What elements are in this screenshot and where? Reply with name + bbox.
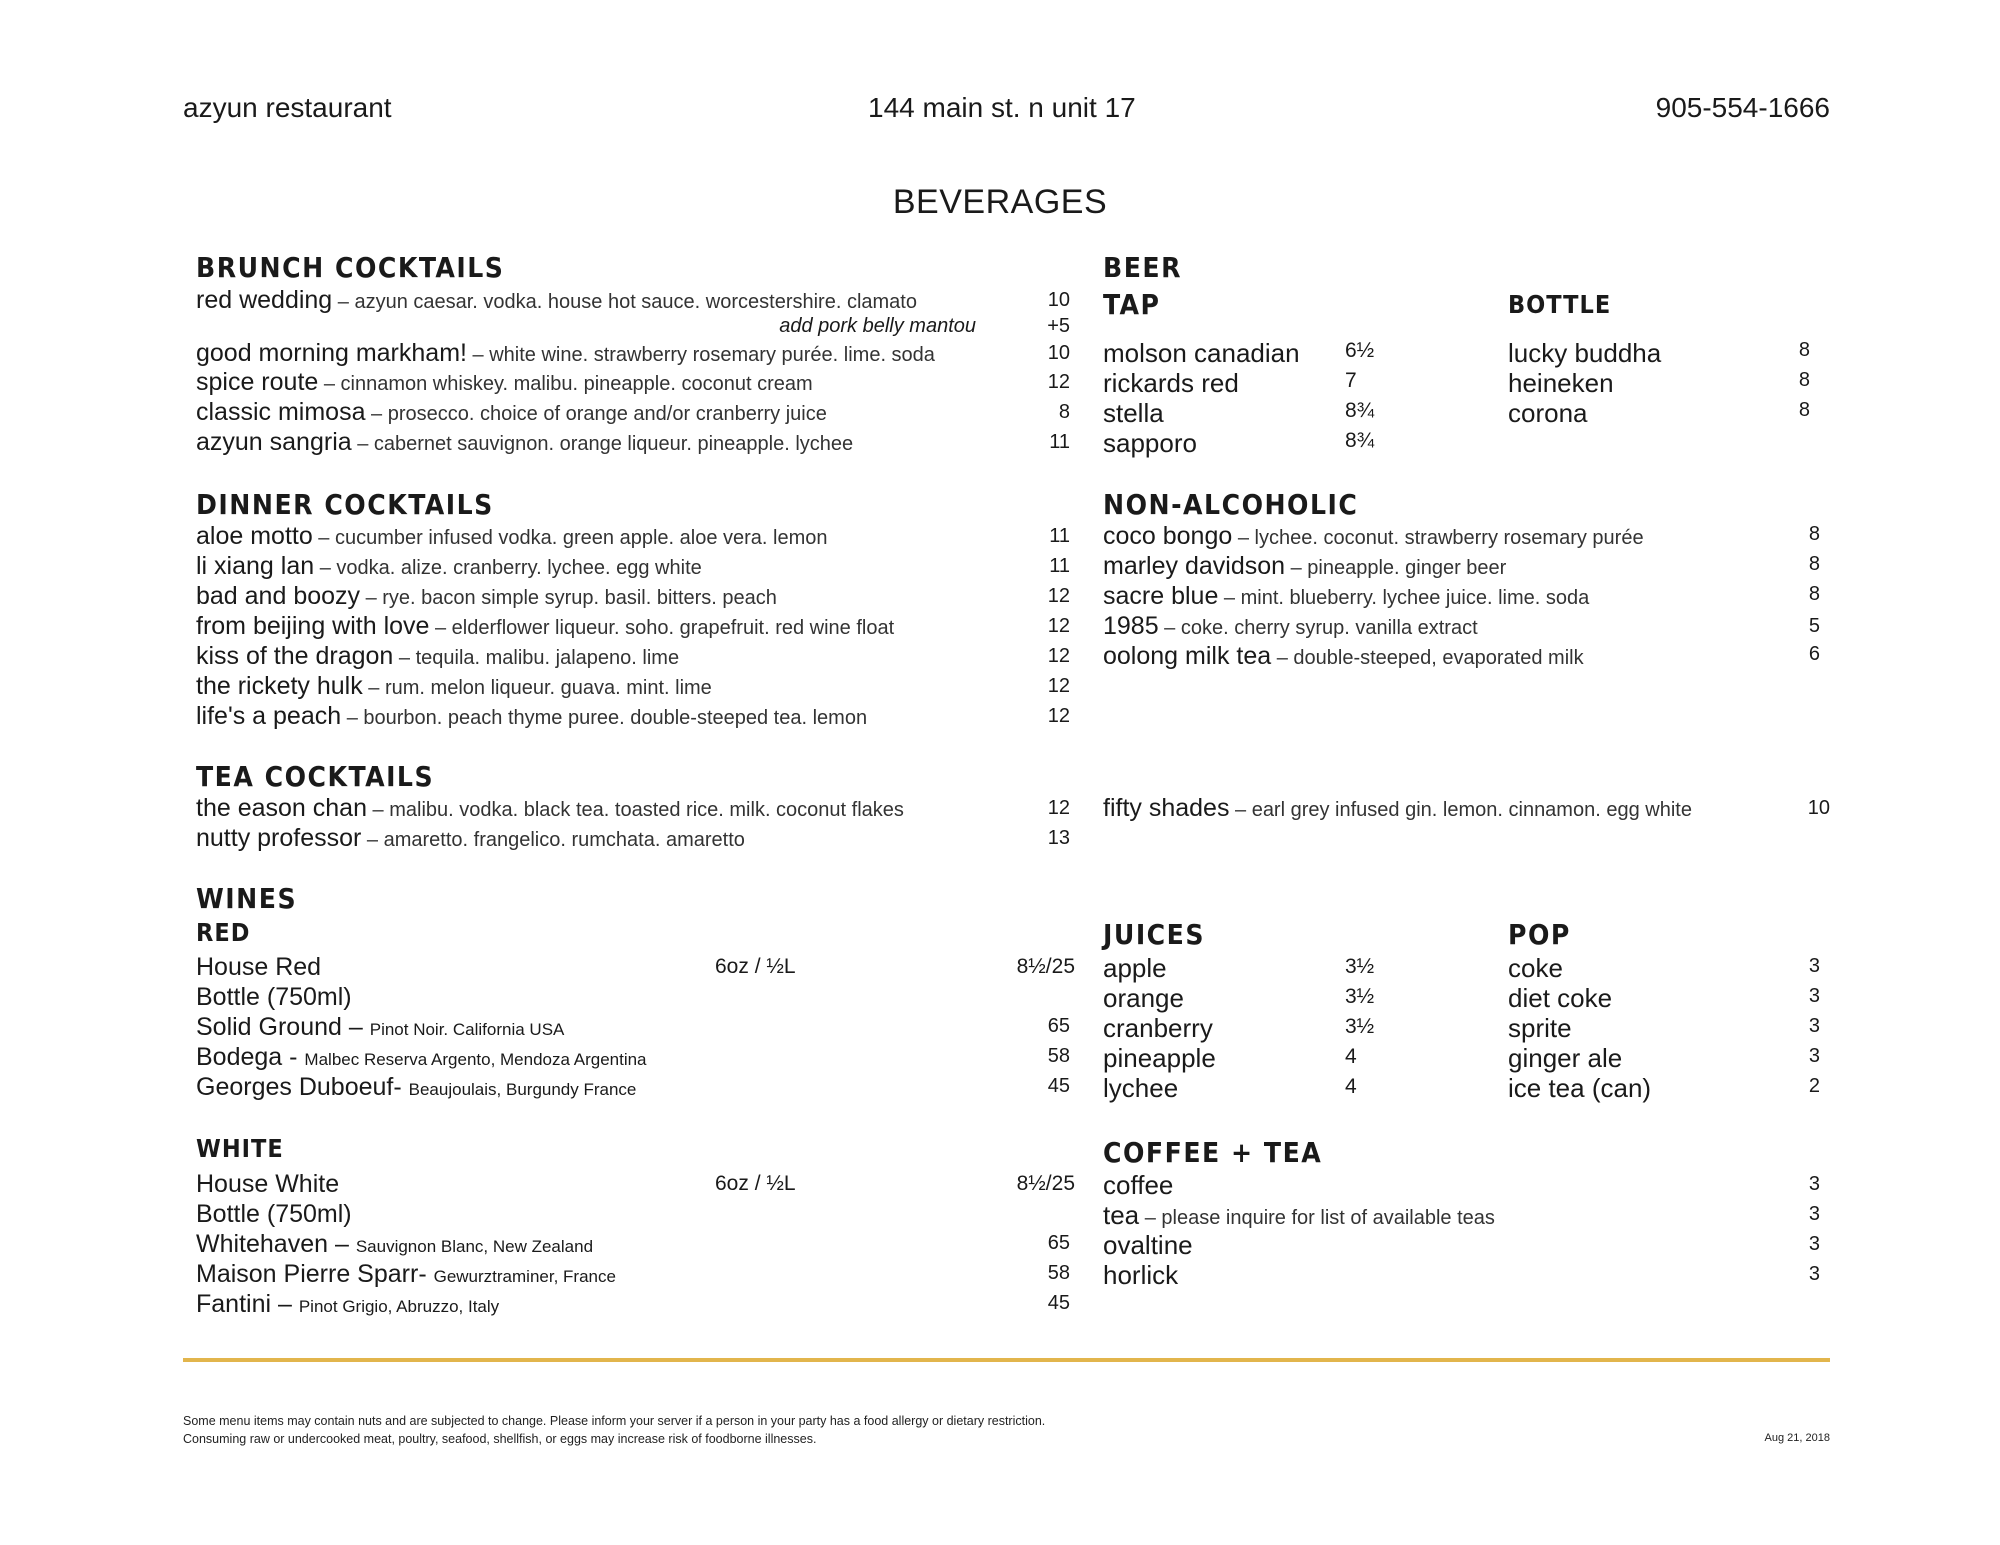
- juices-heading: JUICES: [1103, 918, 1206, 951]
- item-desc: – earl grey infused gin. lemon. cinnamon. egg white: [1229, 799, 1692, 821]
- menu-item: [196, 522, 828, 551]
- item-desc: – double-steeped, evaporated milk: [1271, 647, 1584, 669]
- wine-item: [196, 1230, 593, 1259]
- item-name: li xiang lan: [196, 552, 315, 580]
- menu-item: [196, 552, 702, 581]
- juice-name: orange: [1103, 983, 1184, 1013]
- house-red-name: House Red: [196, 953, 322, 981]
- item-price: 3: [1808, 1203, 1820, 1225]
- tap-item-price: 6½: [1345, 339, 1375, 362]
- house-white-size: 6oz / ½L: [715, 1172, 796, 1195]
- restaurant-name: azyun restaurant: [183, 92, 392, 123]
- house-white-price: 8½/25: [1016, 1172, 1075, 1195]
- item-desc: Beaujoulais, Burgundy France: [408, 1080, 637, 1099]
- juice-price: 3½: [1345, 985, 1375, 1008]
- item-name: the rickety hulk: [196, 672, 363, 700]
- item-name: the eason chan: [196, 794, 367, 822]
- item-name: spice route: [196, 368, 319, 396]
- bottle-label: Bottle (750ml): [196, 983, 352, 1011]
- beer-heading: BEER: [1103, 251, 1183, 284]
- item-price: 11: [1049, 525, 1070, 547]
- menu-item: [1103, 1170, 1173, 1201]
- pop-name: ginger ale: [1508, 1043, 1623, 1073]
- bottle-item-price: 8: [1798, 369, 1810, 391]
- item-name: horlick: [1103, 1260, 1179, 1290]
- item-desc: – cinnamon whiskey. malibu. pineapple. coconut cream: [318, 373, 813, 395]
- item-price: 12: [1047, 615, 1070, 637]
- item-name: red wedding: [196, 286, 333, 314]
- juice-price: 3½: [1345, 1015, 1375, 1038]
- item-desc: – rum. melon liqueur. guava. mint. lime: [362, 677, 712, 699]
- item-price: 12: [1047, 705, 1070, 727]
- tap-item-price: 8¾: [1345, 399, 1375, 422]
- item-price: 58: [1047, 1045, 1070, 1067]
- menu-item: [1103, 1230, 1193, 1261]
- item-name: Maison Pierre Sparr: [196, 1260, 419, 1288]
- menu-item: [196, 794, 904, 823]
- item-sep: -: [282, 1043, 305, 1071]
- menu-item: [196, 702, 867, 731]
- menu-item: [196, 286, 917, 315]
- addon-price: +5: [1047, 315, 1070, 337]
- item-name: oolong milk tea: [1103, 642, 1272, 670]
- item-name: marley davidson: [1103, 552, 1286, 580]
- item-desc: – amaretto. frangelico. rumchata. amaretto: [361, 829, 745, 851]
- pop-price: 3: [1808, 985, 1820, 1007]
- bottle-item-price: 8: [1798, 339, 1810, 361]
- white-wine-heading: WHITE: [196, 1134, 284, 1163]
- menu-item: [196, 582, 777, 611]
- item-price: 11: [1049, 555, 1070, 577]
- pop-heading: POP: [1508, 918, 1571, 951]
- wine-item: [196, 1043, 647, 1072]
- house-white-name: House White: [196, 1170, 340, 1198]
- tap-heading: TAP: [1103, 288, 1161, 321]
- tap-item-price: 8¾: [1345, 429, 1375, 452]
- item-desc: – vodka. alize. cranberry. lychee. egg white: [314, 557, 702, 579]
- house-red-size: 6oz / ½L: [715, 955, 796, 978]
- item-desc: – bourbon. peach thyme puree. double-steeped tea. lemon: [341, 707, 868, 729]
- bottle-heading: BOTTLE: [1508, 290, 1612, 319]
- wine-item: [196, 1290, 499, 1319]
- item-name: from beijing with love: [196, 612, 430, 640]
- juice-price: 4: [1345, 1075, 1357, 1098]
- bottle-item-name: heineken: [1508, 368, 1614, 398]
- menu-item: [1103, 1200, 1495, 1231]
- juice-price: 4: [1345, 1045, 1357, 1068]
- item-price: 13: [1047, 827, 1070, 849]
- item-price: 3: [1808, 1233, 1820, 1255]
- bottle-item-name: corona: [1508, 398, 1588, 428]
- item-price: 12: [1047, 585, 1070, 607]
- item-price: 10: [1047, 342, 1070, 364]
- item-desc: Pinot Noir. California USA: [369, 1020, 565, 1039]
- item-name: coffee: [1103, 1170, 1174, 1200]
- juice-name: apple: [1103, 953, 1167, 983]
- item-desc: – malibu. vodka. black tea. toasted rice. milk. coconut flakes: [366, 799, 904, 821]
- tap-item-name: stella: [1103, 398, 1164, 428]
- item-name: fifty shades: [1103, 794, 1230, 822]
- item-price: 8: [1808, 523, 1820, 545]
- menu-item: [1103, 552, 1506, 581]
- item-price: 12: [1047, 645, 1070, 667]
- item-price: 3: [1808, 1173, 1820, 1195]
- menu-item: [1103, 522, 1644, 551]
- item-price: 12: [1047, 797, 1070, 819]
- item-desc: – tequila. malibu. jalapeno. lime: [393, 647, 680, 669]
- item-price: 12: [1047, 371, 1070, 393]
- item-name: coco bongo: [1103, 522, 1233, 550]
- item-price: 8: [1808, 553, 1820, 575]
- juice-name: cranberry: [1103, 1013, 1213, 1043]
- item-name: aloe motto: [196, 522, 313, 550]
- item-name: ovaltine: [1103, 1230, 1193, 1260]
- brunch-heading: BRUNCH COCKTAILS: [196, 251, 505, 284]
- item-price: 45: [1047, 1292, 1070, 1314]
- item-price: 3: [1808, 1263, 1820, 1285]
- tap-item-name: sapporo: [1103, 428, 1197, 458]
- juice-name: pineapple: [1103, 1043, 1216, 1073]
- item-price: 11: [1049, 431, 1070, 453]
- item-desc: – coke. cherry syrup. vanilla extract: [1158, 617, 1478, 639]
- footer-divider: [183, 1358, 1830, 1362]
- item-desc: – prosecco. choice of orange and/or cranberry juice: [365, 403, 827, 425]
- item-desc: – elderflower liqueur. soho. grapefruit. red wine float: [429, 617, 895, 639]
- tea-cocktails-heading: TEA COCKTAILS: [196, 760, 435, 793]
- red-wine-heading: RED: [196, 918, 251, 947]
- item-sep: –: [328, 1230, 356, 1258]
- juice-name: lychee: [1103, 1073, 1179, 1103]
- allergy-notice: Some menu items may contain nuts and are subjected to change. Please inform your server if a person in your party has a food allergy or dietary restriction.: [183, 1414, 1046, 1428]
- item-sep: -: [418, 1260, 434, 1288]
- menu-item: [196, 824, 745, 853]
- pop-price: 3: [1808, 1045, 1820, 1067]
- item-name: Bodega: [196, 1043, 283, 1071]
- bottle-item-name: lucky buddha: [1508, 338, 1662, 368]
- item-sep: –: [341, 1013, 370, 1041]
- foodborne-notice: Consuming raw or undercooked meat, poultry, seafood, shellfish, or eggs may increase risk of foodborne illnesses.: [183, 1432, 817, 1446]
- item-price: 65: [1047, 1232, 1070, 1254]
- item-name: life's a peach: [196, 702, 342, 730]
- item-name: good morning markham!: [196, 339, 467, 367]
- item-price: 5: [1808, 615, 1820, 637]
- menu-item: [1103, 642, 1584, 671]
- item-price: 8: [1058, 401, 1070, 423]
- item-name: sacre blue: [1103, 582, 1219, 610]
- item-price: 12: [1047, 675, 1070, 697]
- wines-heading: WINES: [196, 882, 298, 915]
- item-name: Georges Duboeuf: [196, 1073, 394, 1101]
- menu-item: [1103, 612, 1478, 641]
- item-name: tea: [1103, 1200, 1140, 1230]
- pop-name: coke: [1508, 953, 1563, 983]
- juice-price: 3½: [1345, 955, 1375, 978]
- menu-item: [196, 612, 894, 641]
- menu-item: [196, 368, 813, 397]
- item-name: kiss of the dragon: [196, 642, 394, 670]
- item-desc: Pinot Grigio, Abruzzo, Italy: [298, 1297, 500, 1316]
- item-desc: – cabernet sauvignon. orange liqueur. pineapple. lychee: [351, 433, 854, 455]
- pop-name: diet coke: [1508, 983, 1613, 1013]
- menu-item: [196, 398, 827, 427]
- pop-price: 2: [1808, 1075, 1820, 1097]
- item-desc: – mint. blueberry. lychee juice. lime. soda: [1218, 587, 1590, 609]
- item-desc: – azyun caesar. vodka. house hot sauce. worcestershire. clamato: [332, 291, 917, 313]
- wine-item: [196, 1260, 616, 1289]
- item-desc: Malbec Reserva Argento, Mendoza Argentina: [304, 1050, 647, 1069]
- restaurant-phone: 905-554-1666: [1655, 92, 1830, 123]
- menu-item: [196, 428, 853, 457]
- item-desc: Sauvignon Blanc, New Zealand: [355, 1237, 594, 1256]
- item-name: 1985: [1103, 612, 1159, 640]
- bottle-item-price: 8: [1798, 399, 1810, 421]
- tap-item-price: 7: [1345, 369, 1357, 392]
- item-price: 65: [1047, 1015, 1070, 1037]
- item-desc: Gewurztraminer, France: [433, 1267, 616, 1286]
- pop-price: 3: [1808, 955, 1820, 977]
- wine-item: [196, 1073, 636, 1102]
- addon-text: add pork belly mantou: [779, 315, 976, 337]
- item-name: Whitehaven: [196, 1230, 329, 1258]
- item-price: 10: [1047, 289, 1070, 311]
- item-price: 45: [1047, 1075, 1070, 1097]
- coffee-tea-heading: COFFEE + TEA: [1103, 1136, 1323, 1169]
- item-name: Fantini: [196, 1290, 272, 1318]
- item-desc: – cucumber infused vodka. green apple. aloe vera. lemon: [312, 527, 828, 549]
- non-alcoholic-heading: NON-ALCOHOLIC: [1103, 488, 1359, 521]
- pop-name: ice tea (can): [1508, 1073, 1652, 1103]
- menu-item: [196, 339, 935, 368]
- item-name: classic mimosa: [196, 398, 366, 426]
- menu-date: Aug 21, 2018: [1764, 1432, 1830, 1444]
- item-sep: –: [271, 1290, 299, 1318]
- pop-price: 3: [1808, 1015, 1820, 1037]
- item-desc: – rye. bacon simple syrup. basil. bitters. peach: [360, 587, 777, 609]
- restaurant-address: 144 main st. n unit 17: [868, 92, 1136, 123]
- item-price: 58: [1047, 1262, 1070, 1284]
- item-price: 6: [1808, 643, 1820, 665]
- item-price: 8: [1808, 583, 1820, 605]
- dinner-heading: DINNER COCKTAILS: [196, 488, 494, 521]
- page-title: BEVERAGES: [892, 183, 1108, 221]
- item-desc: – please inquire for list of available teas: [1139, 1207, 1495, 1229]
- item-name: bad and boozy: [196, 582, 361, 610]
- menu-item: [196, 672, 712, 701]
- menu-item: [1103, 794, 1692, 823]
- item-name: nutty professor: [196, 824, 362, 852]
- item-name: Solid Ground: [196, 1013, 342, 1041]
- tap-item-name: molson canadian: [1103, 338, 1300, 368]
- item-price: 10: [1807, 797, 1830, 819]
- item-desc: – pineapple. ginger beer: [1285, 557, 1507, 579]
- item-desc: – white wine. strawberry rosemary purée. lime. soda: [466, 344, 935, 366]
- item-desc: – lychee. coconut. strawberry rosemary purée: [1232, 527, 1644, 549]
- bottle-label: Bottle (750ml): [196, 1200, 352, 1228]
- house-red-price: 8½/25: [1016, 955, 1075, 978]
- pop-name: sprite: [1508, 1013, 1572, 1043]
- tap-item-name: rickards red: [1103, 368, 1239, 398]
- wine-item: [196, 1013, 564, 1042]
- item-sep: -: [393, 1073, 409, 1101]
- menu-item: [1103, 1260, 1178, 1291]
- menu-item: [196, 642, 679, 671]
- item-name: azyun sangria: [196, 428, 352, 456]
- menu-item: [1103, 582, 1589, 611]
